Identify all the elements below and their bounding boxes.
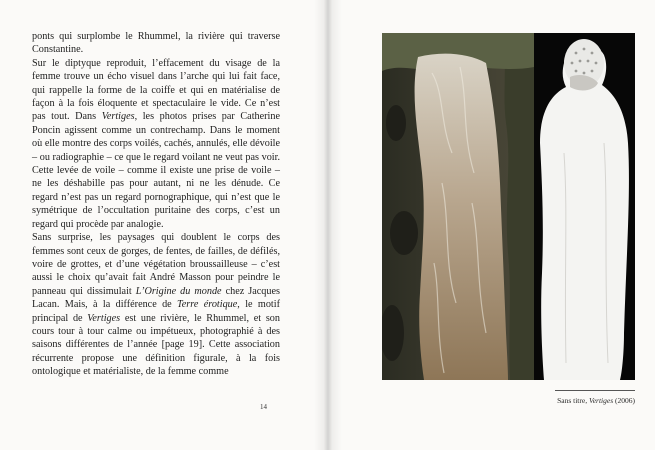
photo-caption: Sans titre, Vertiges (2006) [557,396,635,405]
page-number: 14 [260,403,267,411]
left-page [0,0,327,450]
paragraph-2: Sur le diptyque reproduit, l’effacement du visage de la femme trouve un écho visuel dans l’arche qui lui fait face, qui rappelle la forme de la coiffe et qui en matérialise de façon à la fois éloquente et spectaculaire le vide. Ce n’est pas tout. Dans Vertiges, les photos prises par Catherine Poncin agissent comme un contrechamp. Dans le moment où elle montre des corps voilés, cachés, annulés, elle dévoile – ou radiographie – ce que le regard voilant ne veut pas voir. Cette levée de voile – comme il existe une prise de voile – ne les déshabille pas pour autant, ni ne les dénude. Ce regard n’est pas un regard pornographique, qui n’est que le symétrique de l’occultation puritaine des corps, c’est un regard qui procède par analogie. [32,57,280,230]
body-text [32,30,280,379]
caption-rule [555,390,635,391]
paragraph-3: Sans surprise, les paysages qui doublent le corps des femmes sont ceux de gorges, de fentes, de failles, de défilés, voire de grottes, et d’une végétation broussailleuse – c’est aussi le choix qu’avait fait André Masson pour peindre le panneau qui dissimulait L’Origine du monde chez Jacques Lacan. Mais, à la différence de Terre érotique, le motif principal de Vertiges est une rivière, le Rhummel, et son cours tour à tour calme ou impétueux, photographié à des saisons différentes de l’année [page 19]. Cette association récurrente propose une définition figurale, à la fois ontologique et matérialiste, de la femme comme [32,232,280,378]
paragraph-1: ponts qui surplombe le Rhummel, la rivière qui traverse Constantine. [32,31,280,56]
title-vertiges: Vertiges [101,111,135,123]
river-photo [382,33,534,380]
title-origine-du-monde: L’Origine du monde [135,285,222,297]
title-terre-erotique: Terre érotique [177,299,238,311]
veiled-figure-photo [534,33,635,380]
photograph-diptych [382,33,635,380]
title-vertiges: Vertiges [87,312,121,324]
caption-title: Vertiges [588,396,614,405]
